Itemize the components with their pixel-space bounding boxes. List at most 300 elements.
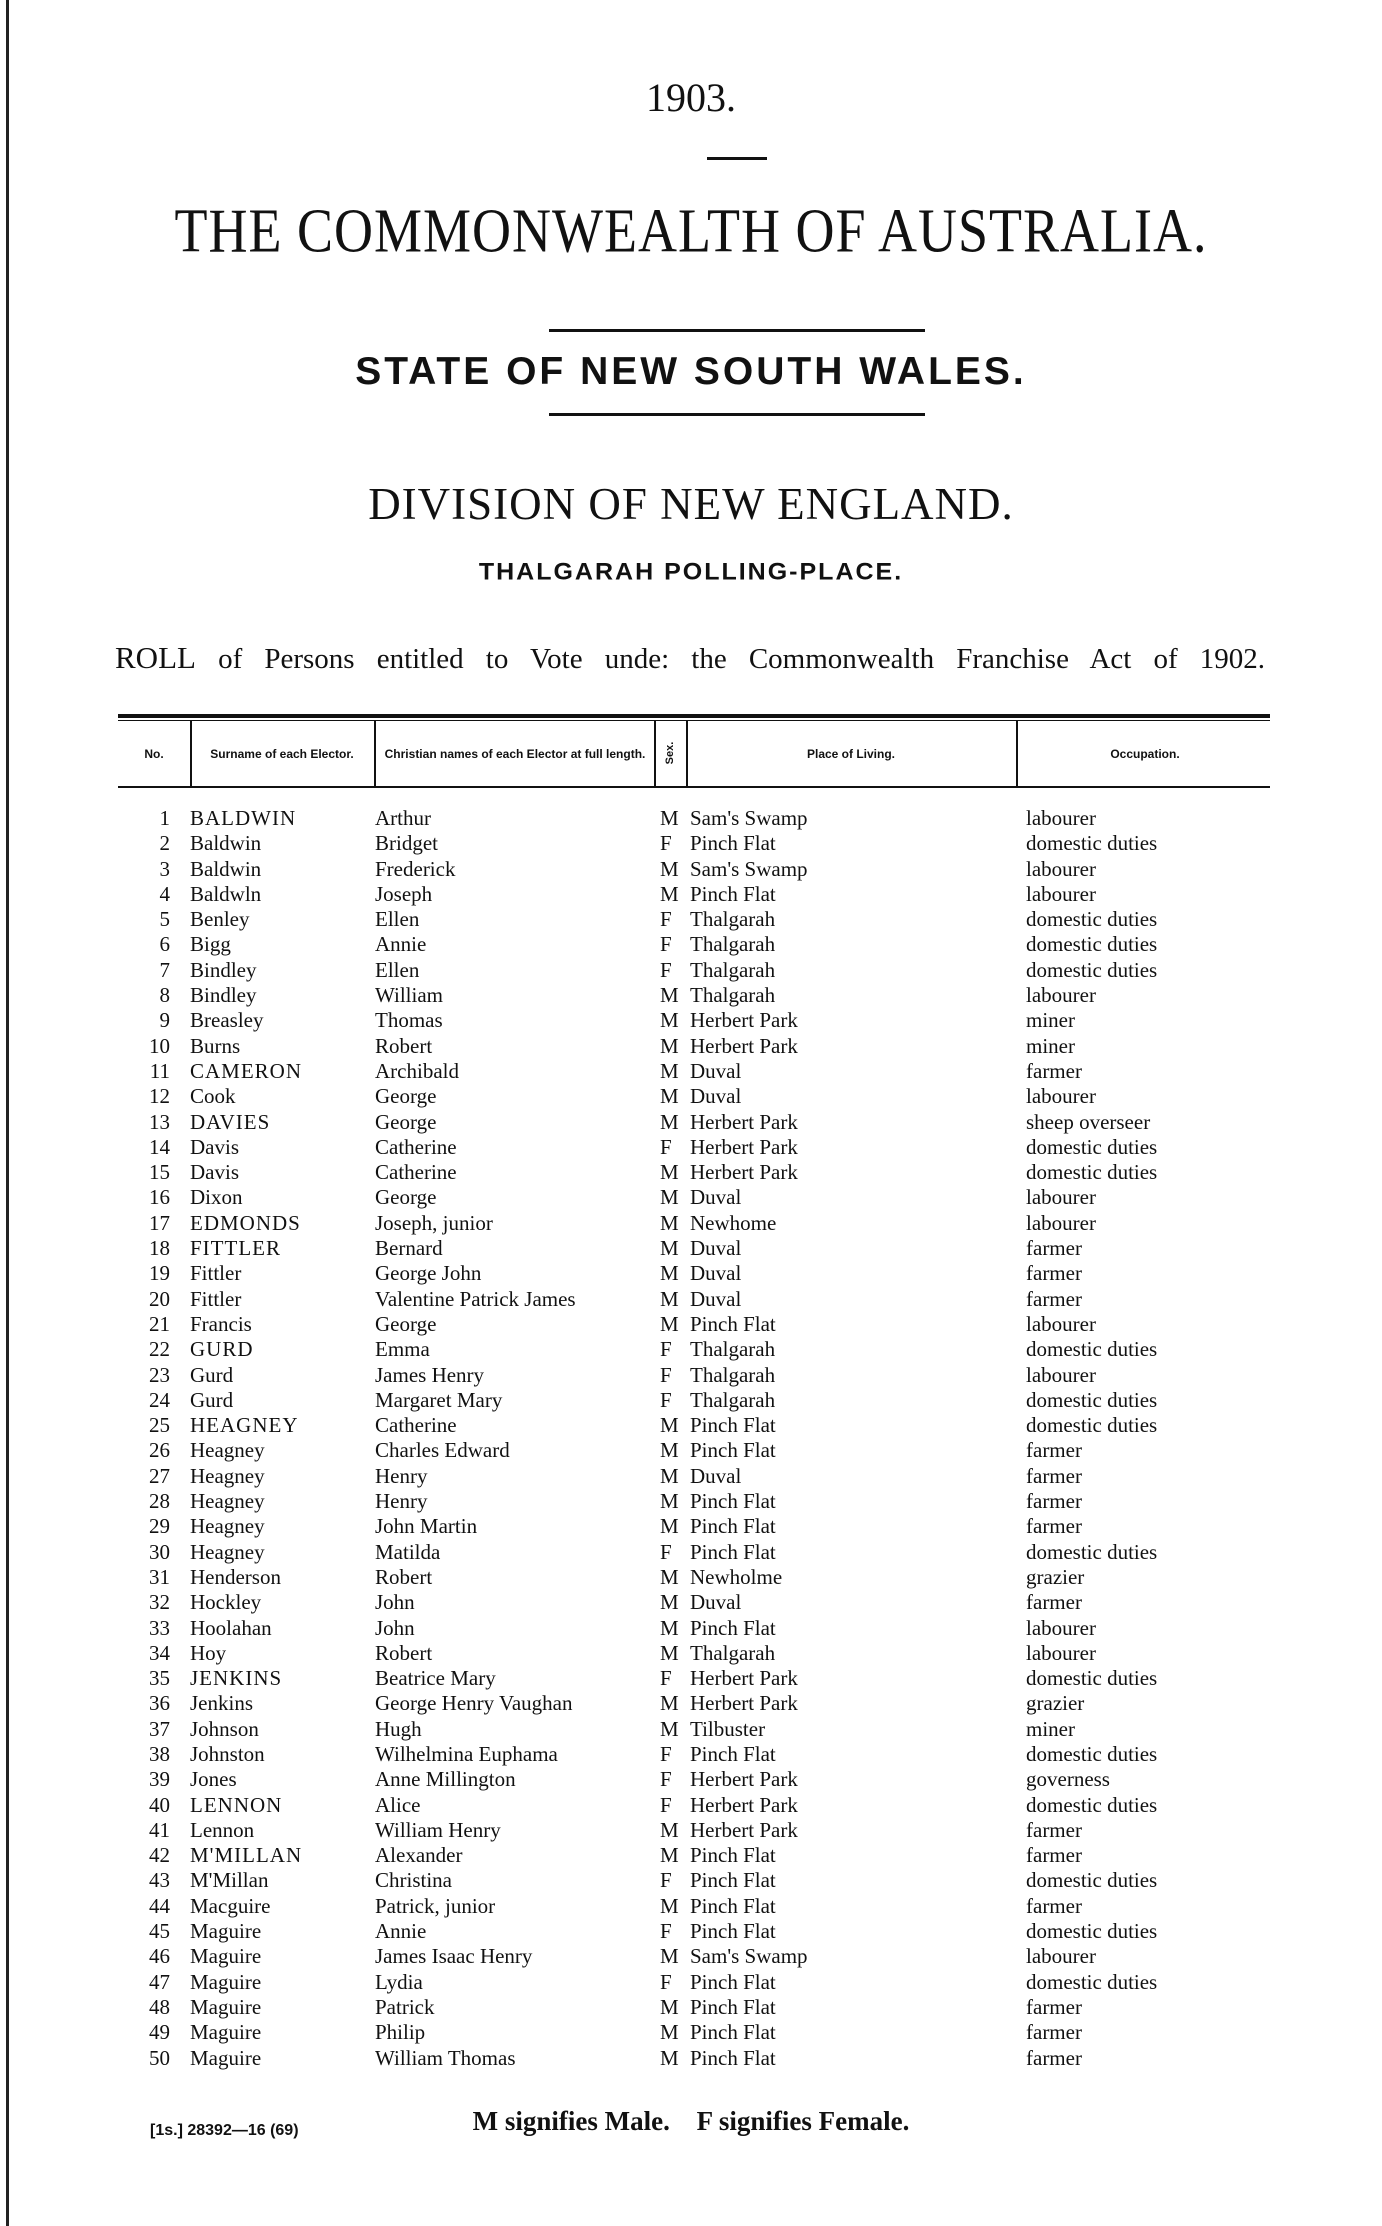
row-sex: M — [660, 1590, 679, 1615]
row-christian-names: Valentine Patrick James — [375, 1286, 576, 1311]
column-divider — [374, 720, 376, 786]
table-row — [0, 1590, 1382, 1615]
row-occupation: labourer — [1026, 881, 1096, 906]
row-sex: M — [660, 1691, 679, 1716]
row-sex: F — [660, 932, 672, 957]
divider — [707, 157, 767, 160]
row-surname: LENNON — [190, 1792, 283, 1817]
row-surname: Cook — [190, 1084, 236, 1109]
row-place-of-living: Thalgarah — [690, 1640, 776, 1665]
row-sex: M — [660, 1084, 679, 1109]
row-christian-names: Beatrice Mary — [375, 1666, 496, 1691]
row-christian-names: Hugh — [375, 1716, 422, 1741]
table-row — [0, 1059, 1382, 1084]
table-row — [0, 1565, 1382, 1590]
row-number: 11 — [149, 1058, 170, 1083]
row-place-of-living: Herbert Park — [690, 1008, 798, 1033]
row-christian-names: Henry — [375, 1489, 428, 1514]
row-number: 33 — [149, 1615, 170, 1640]
row-occupation: domestic duties — [1026, 1741, 1158, 1766]
row-place-of-living: Sam's Swamp — [690, 1944, 808, 1969]
row-place-of-living: Thalgarah — [690, 1387, 776, 1412]
table-row — [0, 1793, 1382, 1818]
legend-female: F signifies Female. — [696, 2106, 910, 2136]
roll-description — [115, 640, 1265, 676]
row-number: 36 — [149, 1691, 170, 1716]
row-surname: Heagney — [190, 1489, 265, 1514]
row-place-of-living: Pinch Flat — [690, 831, 776, 856]
sex-legend — [0, 2106, 1382, 2137]
row-place-of-living: Thalgarah — [690, 983, 776, 1008]
table-row — [0, 907, 1382, 932]
table-header-bottom-rule — [118, 786, 1270, 788]
row-sex: F — [660, 1362, 672, 1387]
row-place-of-living: Herbert Park — [690, 1134, 798, 1159]
row-place-of-living: Pinch Flat — [690, 1969, 776, 1994]
row-surname: Maguire — [190, 1969, 262, 1994]
row-christian-names: George Henry Vaughan — [375, 1691, 573, 1716]
row-sex: F — [660, 1919, 672, 1944]
row-sex: F — [660, 1387, 672, 1412]
row-number: 34 — [149, 1640, 170, 1665]
row-surname: Burns — [190, 1033, 241, 1058]
row-place-of-living: Pinch Flat — [690, 1843, 776, 1868]
row-number: 23 — [149, 1362, 170, 1387]
row-number: 16 — [149, 1185, 170, 1210]
row-sex: M — [660, 1893, 679, 1918]
row-surname: Baldwin — [190, 856, 262, 881]
row-occupation: farmer — [1026, 1438, 1082, 1463]
row-surname: Hoy — [190, 1640, 227, 1665]
row-number: 46 — [149, 1944, 170, 1969]
row-occupation: domestic duties — [1026, 1666, 1158, 1691]
row-occupation: domestic duties — [1026, 1792, 1158, 1817]
roll-text: of Persons entitled to Vote unde: the Commonwealth Franchise Act of 1902. — [218, 643, 1265, 675]
row-christian-names: Joseph — [375, 881, 433, 906]
row-place-of-living: Herbert Park — [690, 1666, 798, 1691]
table-row — [0, 2046, 1382, 2071]
row-christian-names: Emma — [375, 1337, 430, 1362]
table-row — [0, 1135, 1382, 1160]
row-occupation: farmer — [1026, 1261, 1082, 1286]
row-surname: Maguire — [190, 1994, 262, 2019]
row-surname: DAVIES — [190, 1109, 271, 1134]
division-heading: DIVISION OF NEW ENGLAND. — [368, 479, 1014, 529]
table-row — [0, 1616, 1382, 1641]
row-christian-names: George — [375, 1084, 437, 1109]
row-place-of-living: Pinch Flat — [690, 1413, 776, 1438]
row-number: 39 — [149, 1767, 170, 1792]
row-surname: Breasley — [190, 1008, 264, 1033]
row-number: 3 — [159, 856, 170, 881]
row-sex: M — [660, 1640, 679, 1665]
table-row — [0, 1666, 1382, 1691]
row-sex: M — [660, 1514, 679, 1539]
table-row — [0, 1312, 1382, 1337]
row-number: 25 — [149, 1413, 170, 1438]
row-christian-names: George — [375, 1311, 437, 1336]
row-surname: CAMERON — [190, 1058, 303, 1083]
row-place-of-living: Pinch Flat — [690, 2045, 776, 2070]
row-occupation: domestic duties — [1026, 1919, 1158, 1944]
row-surname: Jones — [190, 1767, 237, 1792]
row-occupation: farmer — [1026, 1590, 1082, 1615]
row-surname: Bigg — [190, 932, 231, 957]
row-occupation: domestic duties — [1026, 1387, 1158, 1412]
row-number: 5 — [159, 907, 170, 932]
row-christian-names: Catherine — [375, 1413, 457, 1438]
row-occupation: farmer — [1026, 1058, 1082, 1083]
table-row — [0, 1388, 1382, 1413]
row-number: 21 — [149, 1311, 170, 1336]
row-number: 17 — [149, 1210, 170, 1235]
row-sex: F — [660, 907, 672, 932]
table-row — [0, 1742, 1382, 1767]
row-place-of-living: Pinch Flat — [690, 1311, 776, 1336]
row-christian-names: Bridget — [375, 831, 438, 856]
row-sex: F — [660, 957, 672, 982]
row-surname: HEAGNEY — [190, 1413, 299, 1438]
row-occupation: labourer — [1026, 1185, 1096, 1210]
row-surname: Fittler — [190, 1286, 242, 1311]
divider — [549, 329, 925, 332]
row-place-of-living: Sam's Swamp — [690, 856, 808, 881]
legend-male: M signifies Male. — [472, 2106, 670, 2136]
table-row — [0, 1438, 1382, 1463]
row-sex: M — [660, 1261, 679, 1286]
row-number: 37 — [149, 1716, 170, 1741]
row-sex: M — [660, 1438, 679, 1463]
row-number: 40 — [149, 1792, 170, 1817]
table-row — [0, 1008, 1382, 1033]
row-sex: M — [660, 2020, 679, 2045]
roll-word: ROLL — [115, 640, 196, 675]
table-row — [0, 1843, 1382, 1868]
row-sex: M — [660, 1311, 679, 1336]
row-surname: Hoolahan — [190, 1615, 272, 1640]
row-place-of-living: Newhome — [690, 1210, 777, 1235]
table-row — [0, 1717, 1382, 1742]
row-surname: JENKINS — [190, 1666, 283, 1691]
row-sex: F — [660, 1539, 672, 1564]
table-row — [0, 1767, 1382, 1792]
row-number: 30 — [149, 1539, 170, 1564]
table-row — [0, 1818, 1382, 1843]
table-row — [0, 1211, 1382, 1236]
row-surname: M'Millan — [190, 1868, 269, 1893]
row-place-of-living: Herbert Park — [690, 1160, 798, 1185]
row-sex: F — [660, 1792, 672, 1817]
row-place-of-living: Thalgarah — [690, 1337, 776, 1362]
row-sex: M — [660, 1160, 679, 1185]
row-occupation: labourer — [1026, 1944, 1096, 1969]
row-place-of-living: Newholme — [690, 1564, 783, 1589]
row-surname: GURD — [190, 1337, 254, 1362]
row-sex: M — [660, 1463, 679, 1488]
row-occupation: labourer — [1026, 1362, 1096, 1387]
row-occupation: domestic duties — [1026, 1134, 1158, 1159]
row-place-of-living: Sam's Swamp — [690, 806, 808, 830]
table-row — [0, 1185, 1382, 1210]
state-heading: STATE OF NEW SOUTH WALES. — [355, 350, 1027, 393]
row-occupation: farmer — [1026, 1286, 1082, 1311]
row-surname: Dixon — [190, 1185, 243, 1210]
table-row — [0, 958, 1382, 983]
row-occupation: domestic duties — [1026, 907, 1158, 932]
row-occupation: domestic duties — [1026, 831, 1158, 856]
row-occupation: labourer — [1026, 1210, 1096, 1235]
row-surname: Gurd — [190, 1362, 234, 1387]
table-row — [0, 831, 1382, 856]
row-place-of-living: Duval — [690, 1185, 742, 1210]
table-top-rule-thin — [118, 720, 1270, 721]
row-christian-names: Robert — [375, 1564, 433, 1589]
row-number: 7 — [159, 957, 170, 982]
row-place-of-living: Duval — [690, 1058, 742, 1083]
table-row — [0, 1034, 1382, 1059]
row-christian-names: Arthur — [375, 806, 431, 830]
row-occupation: labourer — [1026, 1640, 1096, 1665]
row-surname: Gurd — [190, 1387, 234, 1412]
row-sex: M — [660, 2045, 679, 2070]
row-number: 15 — [149, 1160, 170, 1185]
polling-place-heading: THALGARAH POLLING-PLACE. — [478, 558, 904, 586]
row-place-of-living: Thalgarah — [690, 932, 776, 957]
row-number: 48 — [149, 1994, 170, 2019]
table-row — [0, 932, 1382, 957]
row-place-of-living: Pinch Flat — [690, 1893, 776, 1918]
row-surname: Maguire — [190, 1919, 262, 1944]
row-number: 10 — [149, 1033, 170, 1058]
table-row — [0, 1944, 1382, 1969]
table-row — [0, 1084, 1382, 1109]
table-row — [0, 1337, 1382, 1362]
table-row — [0, 1464, 1382, 1489]
row-occupation: farmer — [1026, 2045, 1082, 2070]
table-row — [0, 1363, 1382, 1388]
row-sex: M — [660, 1210, 679, 1235]
column-header-sex: Sex. — [664, 741, 676, 765]
row-occupation: domestic duties — [1026, 1337, 1158, 1362]
row-surname: Heagney — [190, 1438, 265, 1463]
row-surname: Heagney — [190, 1539, 265, 1564]
row-christian-names: James Henry — [375, 1362, 485, 1387]
row-christian-names: John Martin — [375, 1514, 478, 1539]
row-occupation: domestic duties — [1026, 957, 1158, 982]
row-occupation: farmer — [1026, 1893, 1082, 1918]
row-occupation: domestic duties — [1026, 932, 1158, 957]
row-christian-names: Christina — [375, 1868, 452, 1893]
row-sex: M — [660, 1489, 679, 1514]
row-surname: Bindley — [190, 957, 257, 982]
row-number: 42 — [149, 1843, 170, 1868]
row-christian-names: Alexander — [375, 1843, 463, 1868]
row-place-of-living: Pinch Flat — [690, 1514, 776, 1539]
row-christian-names: Bernard — [375, 1236, 443, 1261]
row-christian-names: William — [375, 983, 443, 1008]
row-christian-names: Matilda — [375, 1539, 441, 1564]
row-occupation: labourer — [1026, 1084, 1096, 1109]
row-christian-names: Archibald — [375, 1058, 459, 1083]
row-occupation: domestic duties — [1026, 1868, 1158, 1893]
row-occupation: farmer — [1026, 1489, 1082, 1514]
row-number: 35 — [149, 1666, 170, 1691]
row-surname: Francis — [190, 1311, 252, 1336]
row-number: 19 — [149, 1261, 170, 1286]
row-surname: Heagney — [190, 1463, 265, 1488]
row-place-of-living: Pinch Flat — [690, 1539, 776, 1564]
row-surname: Baldwin — [190, 831, 262, 856]
row-surname: Jenkins — [190, 1691, 253, 1716]
row-surname: FITTLER — [190, 1236, 281, 1261]
row-place-of-living: Pinch Flat — [690, 881, 776, 906]
column-header-place: Place of Living. — [806, 746, 896, 761]
row-christian-names: Henry — [375, 1463, 428, 1488]
row-number: 47 — [149, 1969, 170, 1994]
table-row — [0, 1110, 1382, 1135]
table-row — [0, 1236, 1382, 1261]
row-occupation: farmer — [1026, 1817, 1082, 1842]
row-christian-names: Anne Millington — [375, 1767, 516, 1792]
row-place-of-living: Duval — [690, 1590, 742, 1615]
row-sex: M — [660, 1564, 679, 1589]
table-row — [0, 882, 1382, 907]
row-sex: M — [660, 1109, 679, 1134]
row-occupation: domestic duties — [1026, 1160, 1158, 1185]
row-place-of-living: Thalgarah — [690, 907, 776, 932]
row-christian-names: Charles Edward — [375, 1438, 510, 1463]
row-place-of-living: Pinch Flat — [690, 1741, 776, 1766]
row-christian-names: Ellen — [375, 957, 420, 982]
row-surname: Heagney — [190, 1514, 265, 1539]
row-place-of-living: Thalgarah — [690, 957, 776, 982]
table-row — [0, 1691, 1382, 1716]
row-number: 38 — [149, 1741, 170, 1766]
row-place-of-living: Pinch Flat — [690, 1919, 776, 1944]
row-surname: Davis — [190, 1160, 239, 1185]
row-christian-names: Catherine — [375, 1134, 457, 1159]
row-number: 49 — [149, 2020, 170, 2045]
row-place-of-living: Duval — [690, 1463, 742, 1488]
row-christian-names: John — [375, 1590, 415, 1615]
table-row — [0, 2020, 1382, 2045]
row-place-of-living: Thalgarah — [690, 1362, 776, 1387]
column-header-occupation: Occupation. — [1110, 746, 1180, 761]
row-occupation: farmer — [1026, 1843, 1082, 1868]
table-row — [0, 1868, 1382, 1893]
row-occupation: miner — [1026, 1008, 1075, 1033]
row-christian-names: Frederick — [375, 856, 456, 881]
row-christian-names: Annie — [375, 932, 427, 957]
row-occupation: domestic duties — [1026, 1413, 1158, 1438]
page-title: THE COMMONWEALTH OF AUSTRALIA. — [174, 196, 1208, 266]
row-surname: Johnson — [190, 1716, 259, 1741]
row-sex: M — [660, 1286, 679, 1311]
row-number: 24 — [149, 1387, 170, 1412]
row-surname: Maguire — [190, 2045, 262, 2070]
row-surname: M'MILLAN — [190, 1843, 303, 1868]
row-sex: M — [660, 1716, 679, 1741]
elector-list — [0, 806, 1382, 2071]
row-place-of-living: Herbert Park — [690, 1767, 798, 1792]
row-sex: F — [660, 1741, 672, 1766]
row-number: 43 — [149, 1868, 170, 1893]
row-occupation: domestic duties — [1026, 1969, 1158, 1994]
row-sex: F — [660, 1134, 672, 1159]
row-christian-names: Catherine — [375, 1160, 457, 1185]
row-number: 31 — [149, 1564, 170, 1589]
row-occupation: labourer — [1026, 806, 1096, 830]
row-christian-names: Philip — [375, 2020, 426, 2045]
row-number: 6 — [159, 932, 170, 957]
table-row — [0, 857, 1382, 882]
row-surname: EDMONDS — [190, 1210, 301, 1235]
row-christian-names: Margaret Mary — [375, 1387, 503, 1412]
column-divider — [686, 720, 688, 786]
row-occupation: sheep overseer — [1026, 1109, 1151, 1134]
row-place-of-living: Pinch Flat — [690, 1489, 776, 1514]
row-surname: Maguire — [190, 1944, 262, 1969]
row-place-of-living: Pinch Flat — [690, 1868, 776, 1893]
table-row — [0, 1641, 1382, 1666]
row-surname: Johnston — [190, 1741, 265, 1766]
row-sex: M — [660, 1033, 679, 1058]
row-christian-names: James Isaac Henry — [375, 1944, 533, 1969]
row-number: 13 — [149, 1109, 170, 1134]
row-occupation: farmer — [1026, 1994, 1082, 2019]
row-place-of-living: Tilbuster — [690, 1716, 766, 1741]
row-sex: M — [660, 1058, 679, 1083]
row-christian-names: Ellen — [375, 907, 420, 932]
row-sex: M — [660, 1008, 679, 1033]
row-christian-names: Thomas — [375, 1008, 443, 1033]
row-number: 4 — [159, 881, 170, 906]
row-place-of-living: Herbert Park — [690, 1792, 798, 1817]
row-surname: Davis — [190, 1134, 239, 1159]
row-surname: Macguire — [190, 1893, 271, 1918]
row-christian-names: Patrick — [375, 1994, 435, 2019]
row-christian-names: John — [375, 1615, 415, 1640]
row-number: 50 — [149, 2045, 170, 2070]
table-row — [0, 1160, 1382, 1185]
row-sex: M — [660, 856, 679, 881]
year-heading: 1903. — [646, 75, 736, 120]
row-sex: M — [660, 1944, 679, 1969]
row-number: 22 — [149, 1337, 170, 1362]
row-christian-names: Robert — [375, 1033, 433, 1058]
table-row — [0, 806, 1382, 831]
table-row — [0, 1413, 1382, 1438]
row-surname: Lennon — [190, 1817, 255, 1842]
row-occupation: farmer — [1026, 1463, 1082, 1488]
row-sex: F — [660, 1666, 672, 1691]
table-row — [0, 983, 1382, 1008]
row-sex: M — [660, 1185, 679, 1210]
table-row — [0, 1261, 1382, 1286]
row-surname: Baldwln — [190, 881, 262, 906]
table-row — [0, 1514, 1382, 1539]
row-occupation: farmer — [1026, 2020, 1082, 2045]
column-header-christian: Christian names of each Elector at full length. — [384, 746, 646, 761]
table-top-rule — [118, 714, 1270, 718]
row-number: 18 — [149, 1236, 170, 1261]
row-place-of-living: Pinch Flat — [690, 1994, 776, 2019]
row-number: 8 — [159, 983, 170, 1008]
row-surname: Hockley — [190, 1590, 262, 1615]
row-number: 29 — [149, 1514, 170, 1539]
row-number: 26 — [149, 1438, 170, 1463]
row-sex: M — [660, 1817, 679, 1842]
